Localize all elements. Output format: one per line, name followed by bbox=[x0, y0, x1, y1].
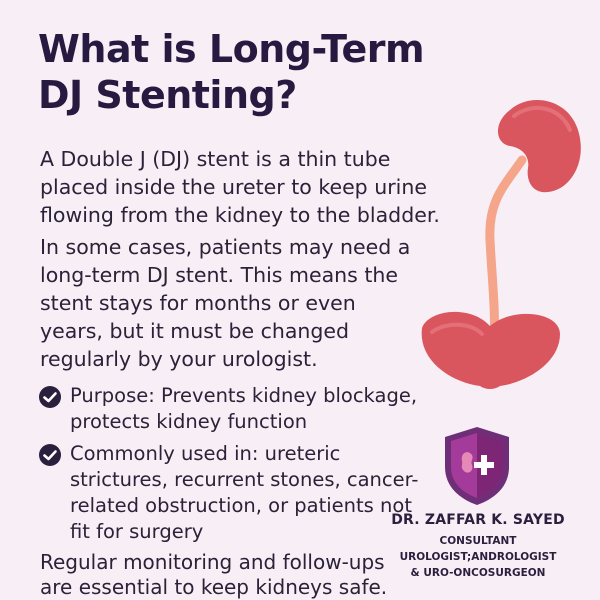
closing-paragraph: Regular monitoring and follow-ups are essential to keep kidneys safe. bbox=[40, 550, 388, 599]
doctor-role bbox=[378, 533, 578, 581]
check-circle-icon bbox=[38, 443, 62, 467]
bullet-purpose bbox=[38, 383, 458, 435]
bullet-text: Commonly used in: ureteric strictures, recurrent stones, cancer-related obstruction, or patients not fit for surgery bbox=[70, 442, 419, 543]
doctor-name: DR. ZAFFAR K. SAYED bbox=[391, 512, 565, 528]
check-circle-icon bbox=[38, 385, 62, 409]
bullet-common-uses bbox=[38, 441, 438, 545]
page-title: What is Long-Term DJ Stenting? bbox=[38, 27, 425, 117]
intro-paragraph: A Double J (DJ) stent is a thin tube placed inside the ureter to keep urine flowing from the kidney to the bladder. bbox=[40, 147, 440, 227]
kidney-icon bbox=[462, 452, 473, 472]
bullet-text: Purpose: Prevents kidney blockage, protects kidney function bbox=[70, 384, 418, 433]
clinic-shield-logo bbox=[442, 425, 512, 507]
kidney-ureter-bladder-illustration bbox=[410, 90, 590, 400]
role-line: CONSULTANT bbox=[439, 535, 517, 547]
role-line: UROLOGIST;ANDROLOGIST bbox=[399, 551, 557, 563]
detail-paragraph: In some cases, patients may need a long-term DJ stent. This means the stent stays for months or even years, but it must be changed regularly by your urologist. bbox=[40, 235, 411, 371]
role-line: & URO-ONCOSURGEON bbox=[410, 567, 546, 579]
